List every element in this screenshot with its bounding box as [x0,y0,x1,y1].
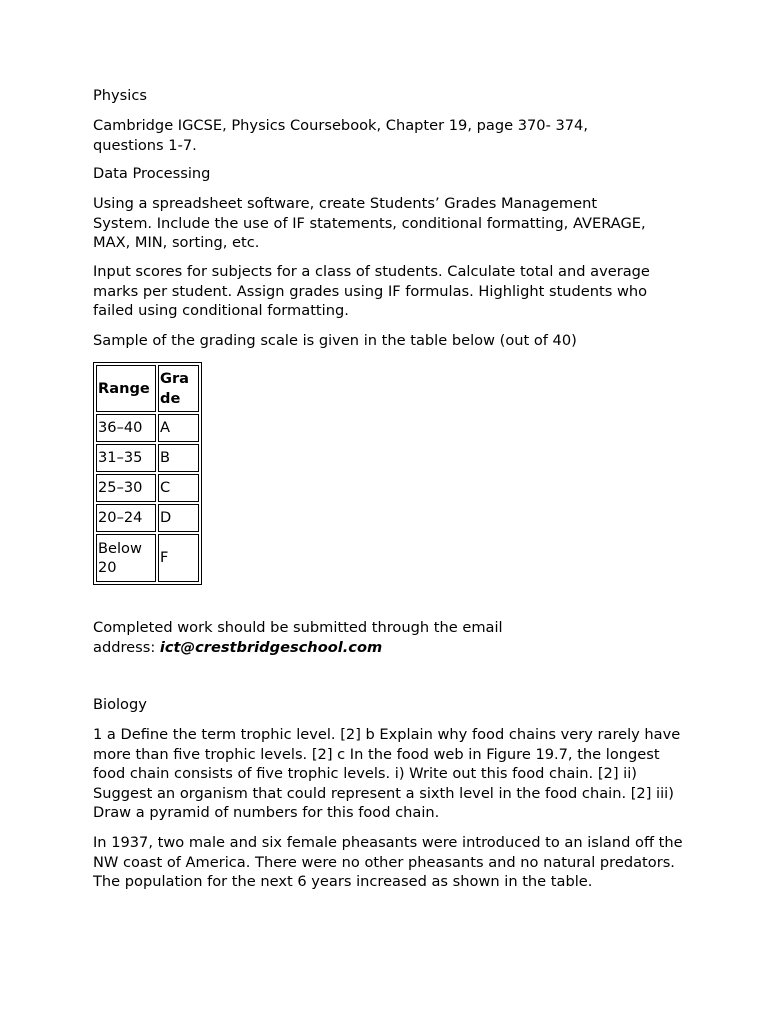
table-cell-grade: C [158,474,199,502]
table-row [96,504,199,532]
data-processing-heading: Data Processing [93,165,211,182]
table-cell-grade: D [158,504,199,532]
table-header-row [96,365,199,412]
submission-text: Completed work should be submitted through the email address: [93,619,503,656]
biology-question-1: 1 a Define the term trophic level. [2] b Explain why food chains very rarely have more than five trophic levels. [2] c In the food web in Figure 19.7, the longest food chain consists of five trophic levels. i) Write out this food chain. [2] ii) Suggest an organism that could represent a sixth level in the food chain. [2] iii) Draw a pyramid of numbers for this food chain. [93,726,681,821]
submission-email-link[interactable]: ict@crestbridgeschool.com [159,638,383,656]
table-cell-grade: F [158,534,199,582]
table-row [96,414,199,442]
data-processing-task-1: Using a spreadsheet software, create Students’ Grades Management System. Include the use of IF statements, conditional formatting, AVERAGE, MAX, MIN, sorting, etc. [93,195,646,251]
grading-table-intro: Sample of the grading scale is given in the table below (out of 40) [93,332,577,349]
data-processing-task-2: Input scores for subjects for a class of students. Calculate total and average marks per student. Assign grades using IF formulas. Highlight students who failed using conditional formatting. [93,263,650,319]
table-cell-range: 36–40 [96,414,156,442]
table-row [96,444,199,472]
table-header-grade: Gra de [158,365,199,412]
table-row [96,534,199,582]
table-cell-grade: A [158,414,199,442]
physics-heading: Physics [93,87,147,104]
biology-pheasants-paragraph: In 1937, two male and six female pheasants were introduced to an island off the NW coast of America. There were no other pheasants and no natural predators. The population for the next 6 years increased as shown in the table. [93,834,683,890]
table-cell-range: 25–30 [96,474,156,502]
table-header-range: Range [96,365,156,412]
physics-reference: Cambridge IGCSE, Physics Coursebook, Chapter 19, page 370- 374, questions 1-7. [93,117,588,154]
submission-note [93,618,563,657]
table-cell-range: Below 20 [96,534,156,582]
grading-scale-table [93,362,202,585]
biology-heading: Biology [93,696,147,713]
table-cell-range: 20–24 [96,504,156,532]
table-cell-range: 31–35 [96,444,156,472]
table-cell-grade: B [158,444,199,472]
table-row [96,474,199,502]
